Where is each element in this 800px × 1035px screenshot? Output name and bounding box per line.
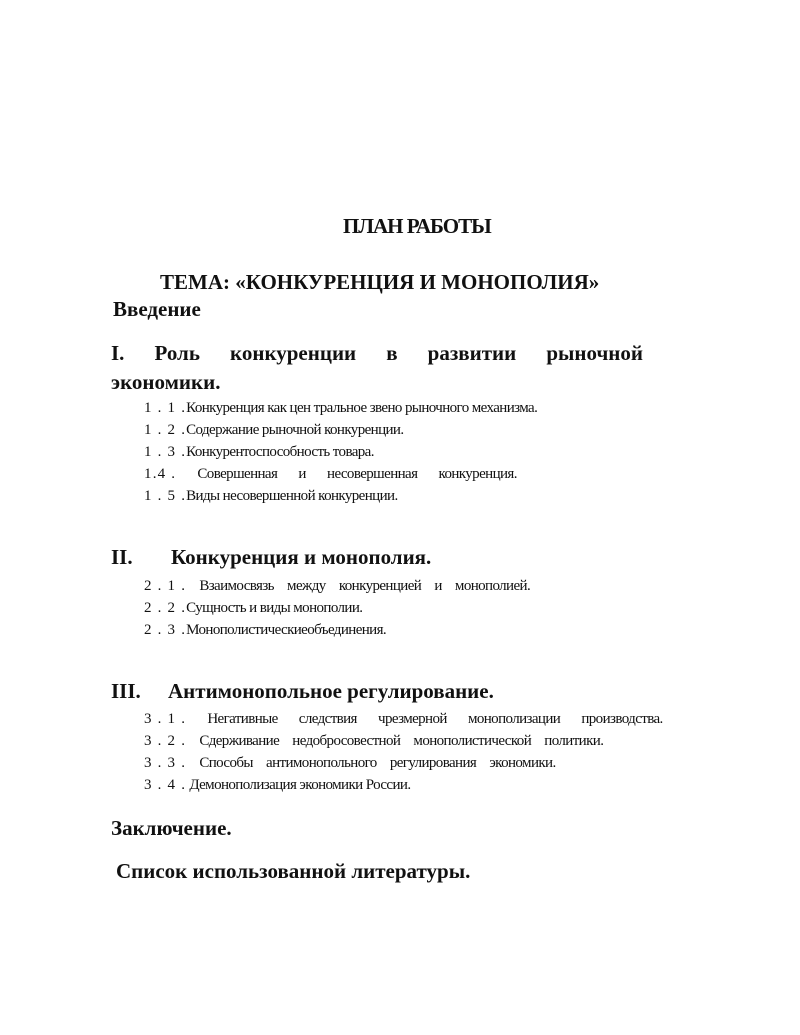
item-text: Совершенная и несовершенная конкуренция.: [197, 466, 517, 482]
theme-heading: ТЕМА: «КОНКУРЕНЦИЯ И МОНОПОЛИЯ»: [160, 270, 600, 294]
list-item: [144, 397, 537, 419]
item-text: Негативные следствия чрезмерной монополизации производства.: [207, 711, 663, 727]
section-2-items: [144, 575, 530, 641]
item-text: Конкурентоспособность товара.: [186, 444, 374, 460]
item-number: 3 . 4 .: [144, 777, 187, 793]
list-item: [144, 708, 663, 730]
page-title: ПЛАН РАБОТЫ: [343, 214, 491, 238]
item-text: Сдерживание недобросовестной монополистической политики.: [199, 733, 604, 749]
section-3-heading: [111, 679, 494, 704]
list-item: [144, 774, 663, 796]
item-number: 1 . 2 .: [144, 422, 187, 438]
list-item: [144, 441, 537, 463]
section-1-title-line1: Роль конкуренции в развитии рыночной: [154, 341, 643, 365]
section-1-title-line2: экономики.: [111, 370, 221, 394]
list-item: [144, 619, 530, 641]
item-number: 1 . 5 .: [144, 488, 187, 504]
item-number: 1 . 1 .: [144, 400, 187, 416]
item-number: 1.4 .: [144, 466, 177, 482]
section-2-heading: [111, 545, 431, 570]
item-number: 2 . 3 .: [144, 622, 187, 638]
list-item: [144, 463, 537, 485]
item-text: Способы антимонопольного регулирования экономики.: [199, 755, 556, 771]
list-item: [144, 419, 537, 441]
item-text: Содержание рыночной конкуренции.: [186, 422, 404, 438]
section-3-title: Антимонопольное регулирование.: [168, 679, 494, 703]
section-1-items: [144, 397, 537, 507]
section-3-numeral: III.: [111, 679, 141, 703]
section-3-items: [144, 708, 663, 796]
references-heading: Список использованной литературы.: [116, 859, 471, 883]
item-number: 3 . 2 .: [144, 733, 187, 749]
item-text: Сущность и виды монополии.: [186, 600, 363, 616]
list-item: [144, 597, 530, 619]
item-text: Демонополизация экономики России.: [189, 777, 411, 793]
list-item: [144, 752, 663, 774]
conclusion-heading: Заключение.: [111, 816, 232, 840]
section-1-heading: [111, 341, 643, 366]
section-2-title: Конкуренция и монополия.: [171, 545, 432, 569]
item-number: 3 . 1 .: [144, 711, 187, 727]
item-text: Монополистическиеобъединения.: [186, 622, 387, 638]
list-item: [144, 575, 530, 597]
item-number: 2 . 2 .: [144, 600, 187, 616]
item-number: 2 . 1 .: [144, 578, 187, 594]
item-number: 3 . 3 .: [144, 755, 187, 771]
section-2-numeral: II.: [111, 545, 133, 569]
item-text: Конкуренция как цен тральное звено рыночного механизма.: [186, 400, 538, 416]
list-item: [144, 485, 537, 507]
intro-heading: Введение: [113, 297, 201, 321]
item-number: 1 . 3 .: [144, 444, 187, 460]
item-text: Виды несовершенной конкуренции.: [186, 488, 398, 504]
list-item: [144, 730, 663, 752]
item-text: Взаимосвязь между конкуренцией и монополией.: [199, 578, 531, 594]
section-1-numeral: I.: [111, 341, 125, 365]
